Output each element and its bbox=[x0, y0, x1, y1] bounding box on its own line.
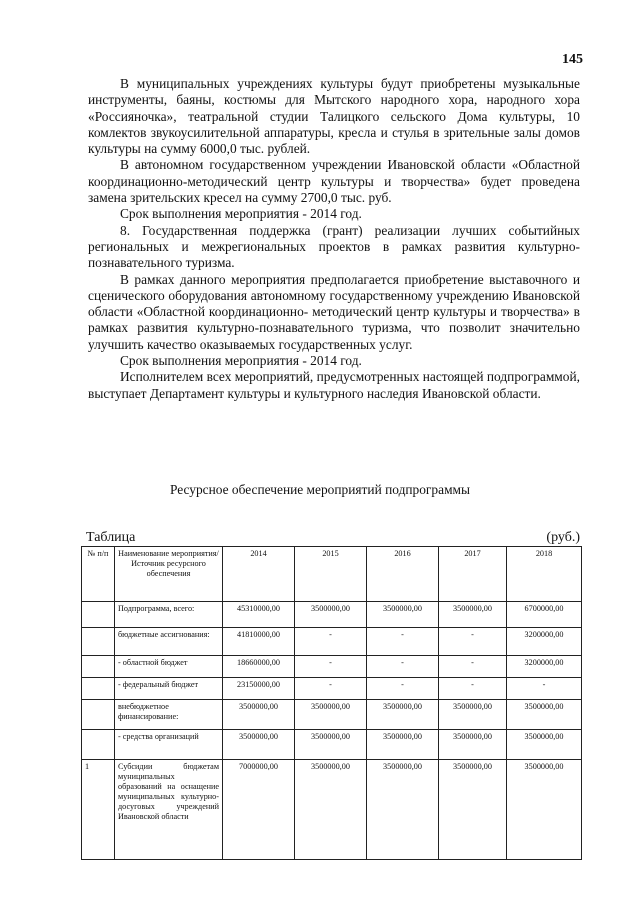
cell-2017: - bbox=[439, 678, 507, 700]
cell-2017: 3500000,00 bbox=[439, 700, 507, 730]
header-name: Наименование мероприятия/Источник ресурсного обеспечения bbox=[115, 547, 223, 602]
table-row-federal bbox=[82, 678, 582, 700]
cell-2016: - bbox=[367, 656, 439, 678]
row-name: бюджетные ассигнования: bbox=[115, 628, 223, 656]
cell-2014: 23150000,00 bbox=[223, 678, 295, 700]
row-number bbox=[82, 730, 115, 760]
cell-2016: - bbox=[367, 678, 439, 700]
header-2015: 2015 bbox=[295, 547, 367, 602]
cell-2018: 3500000,00 bbox=[507, 700, 582, 730]
cell-2018: 6700000,00 bbox=[507, 602, 582, 628]
section-title: Ресурсное обеспечение мероприятий подпрограммы bbox=[169, 482, 471, 497]
cell-2017: - bbox=[439, 656, 507, 678]
cell-2015: 3500000,00 bbox=[295, 760, 367, 860]
cell-2016: 3500000,00 bbox=[367, 700, 439, 730]
cell-2015: - bbox=[295, 656, 367, 678]
cell-2014: 18660000,00 bbox=[223, 656, 295, 678]
row-number: 1 bbox=[82, 760, 115, 860]
row-name: - областной бюджет bbox=[115, 656, 223, 678]
cell-2016: 3500000,00 bbox=[367, 760, 439, 860]
row-name: Субсидии бюджетам муниципальных образований на оснащение муниципальных культурно-досуговых учреждений Ивановской области bbox=[115, 760, 223, 860]
table-row-budget bbox=[82, 628, 582, 656]
cell-2017: - bbox=[439, 628, 507, 656]
row-number bbox=[82, 602, 115, 628]
cell-2014: 7000000,00 bbox=[223, 760, 295, 860]
paragraph-deadline-2: Срок выполнения мероприятия - 2014 год. bbox=[120, 353, 362, 369]
table-caption-unit: (руб.) bbox=[546, 530, 580, 545]
cell-2018: 3500000,00 bbox=[507, 760, 582, 860]
cell-2015: - bbox=[295, 678, 367, 700]
page-number: 145 bbox=[562, 52, 583, 67]
table-caption bbox=[86, 530, 580, 546]
table-row-regional bbox=[82, 656, 582, 678]
table-row-subsidies bbox=[82, 760, 582, 860]
header-2014: 2014 bbox=[223, 547, 295, 602]
row-name: внебюджетное финансирование: bbox=[115, 700, 223, 730]
cell-2015: 3500000,00 bbox=[295, 602, 367, 628]
row-number bbox=[82, 700, 115, 730]
cell-2015: 3500000,00 bbox=[295, 700, 367, 730]
cell-2017: 3500000,00 bbox=[439, 602, 507, 628]
paragraph-equipment: В муниципальных учреждениях культуры будут приобретены музыкальные инструменты, баяны, костюмы для Мытского народного хора, народного хора «Россияночка», театральной студии Талицкого сельского Дома культуры, 10 комлектов звукоусилительной аппаратуры, кресла и стулья в зрительные залы домов культуры на сумму 6000,0 тыс. рублей. bbox=[88, 76, 580, 157]
cell-2015: 3500000,00 bbox=[295, 730, 367, 760]
cell-2018: 3200000,00 bbox=[507, 656, 582, 678]
cell-2018: - bbox=[507, 678, 582, 700]
paragraph-grant: 8. Государственная поддержка (грант) реализации лучших событийных региональных и межрегиональных проектов в рамках развития культурно-познавательного туризма. bbox=[88, 222, 580, 271]
paragraph-deadline: Срок выполнения мероприятия - 2014 год. bbox=[120, 206, 362, 222]
cell-2016: - bbox=[367, 628, 439, 656]
paragraph-executor: Исполнителем всех мероприятий, предусмотренных настоящей подпрограммой, выступает Департамент культуры и культурного наследия Ивановской области. bbox=[88, 369, 580, 401]
row-name: Подпрограмма, всего: bbox=[115, 602, 223, 628]
cell-2017: 3500000,00 bbox=[439, 760, 507, 860]
table-row-total bbox=[82, 602, 582, 628]
header-number: № п/п bbox=[82, 547, 115, 602]
table-caption-label: Таблица bbox=[86, 530, 136, 545]
paragraph-grant-details: В рамках данного мероприятия предполагается приобретение выставочного и сценического оборудования автономному государственному учреждению Ивановской области «Областной координационно- методический центр культуры и творчества» в рамках развития культурно-познавательного туризма, что позволит значительно улучшить качество оказываемых государственных услуг. bbox=[88, 271, 580, 352]
table-row-extrabudgetary bbox=[82, 700, 582, 730]
cell-2014: 45310000,00 bbox=[223, 602, 295, 628]
cell-2016: 3500000,00 bbox=[367, 602, 439, 628]
cell-2017: 3500000,00 bbox=[439, 730, 507, 760]
body-text bbox=[88, 76, 580, 402]
cell-2018: 3500000,00 bbox=[507, 730, 582, 760]
cell-2015: - bbox=[295, 628, 367, 656]
resource-table bbox=[81, 546, 582, 860]
cell-2014: 3500000,00 bbox=[223, 730, 295, 760]
row-number bbox=[82, 656, 115, 678]
cell-2018: 3200000,00 bbox=[507, 628, 582, 656]
header-2016: 2016 bbox=[367, 547, 439, 602]
row-number bbox=[82, 628, 115, 656]
row-name: - средства организаций bbox=[115, 730, 223, 760]
cell-2014: 3500000,00 bbox=[223, 700, 295, 730]
table-header-row bbox=[82, 547, 582, 602]
cell-2014: 41810000,00 bbox=[223, 628, 295, 656]
row-number bbox=[82, 678, 115, 700]
header-2017: 2017 bbox=[439, 547, 507, 602]
header-2018: 2018 bbox=[507, 547, 582, 602]
row-name: - федеральный бюджет bbox=[115, 678, 223, 700]
paragraph-seats-replacement: В автономном государственном учреждении Ивановской области «Областной координационно-методический центр культуры и творчества» будет проведена замена зрительских кресел на сумму 2700,0 тыс. руб. bbox=[88, 157, 580, 206]
cell-2016: 3500000,00 bbox=[367, 730, 439, 760]
table-row-org-funds bbox=[82, 730, 582, 760]
